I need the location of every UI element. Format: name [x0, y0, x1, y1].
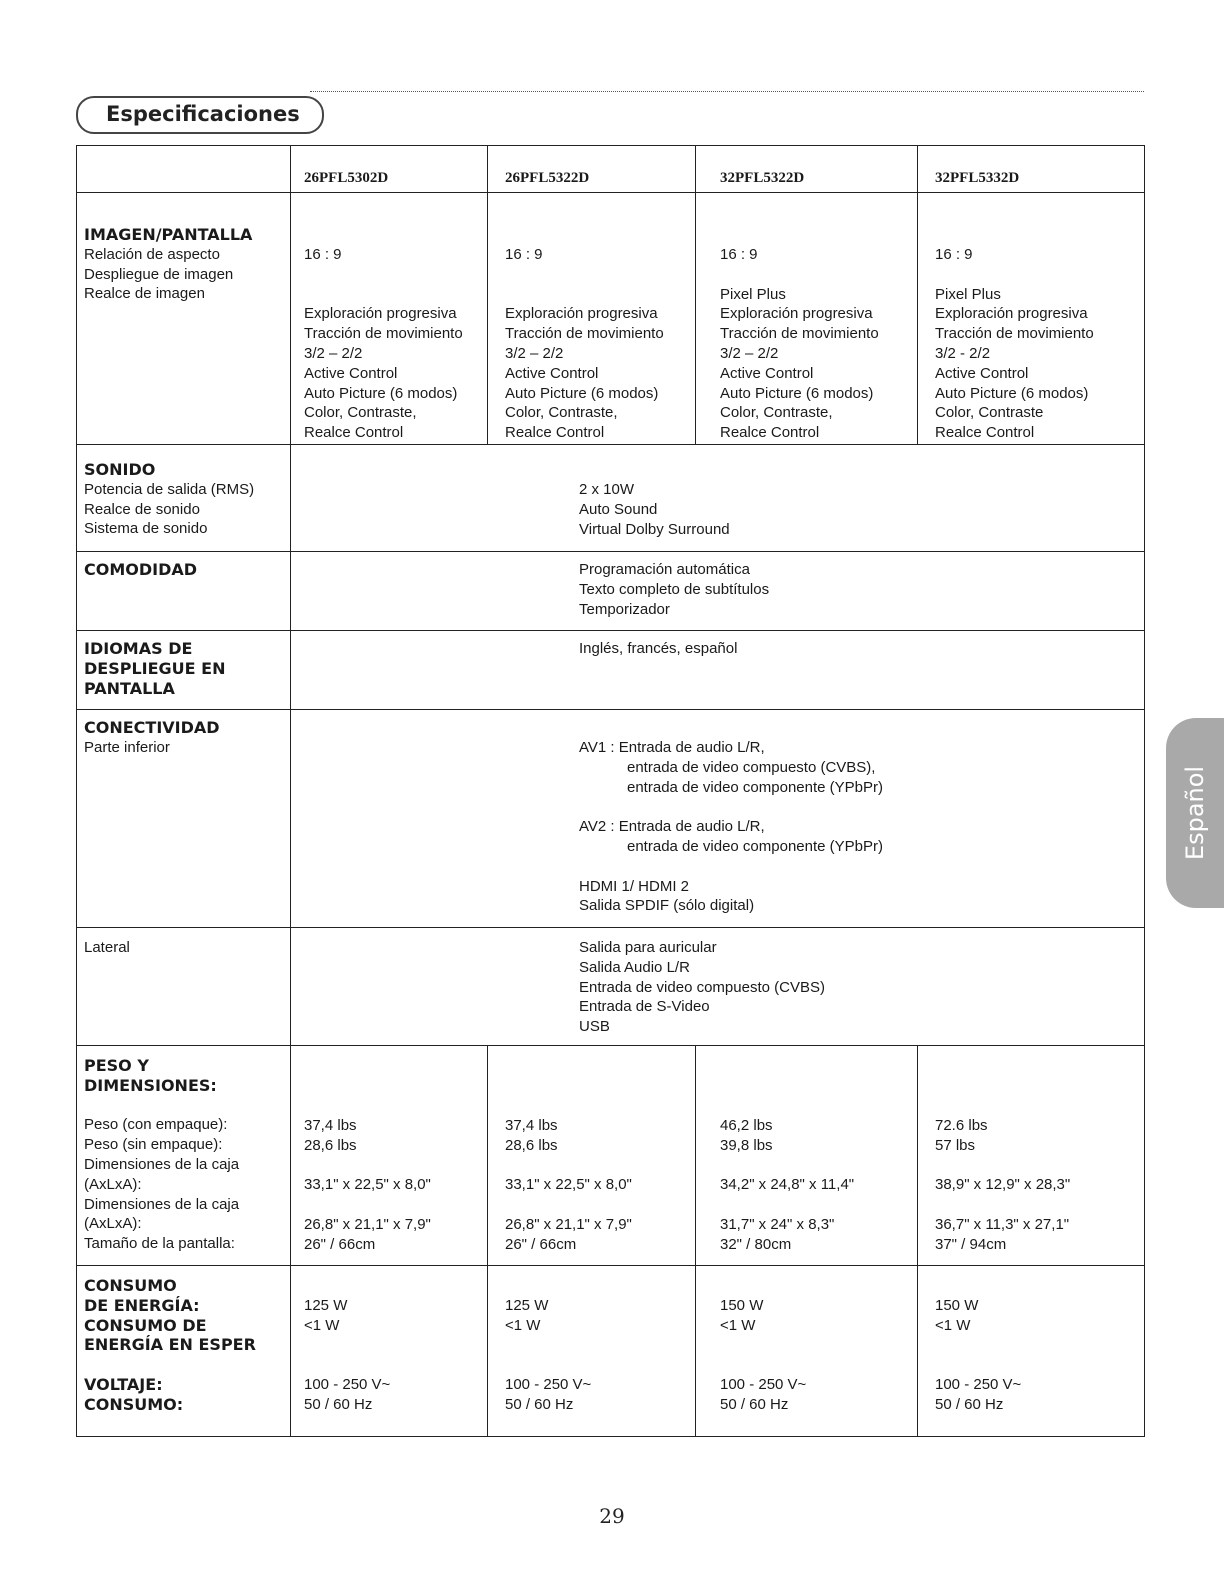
spacer — [935, 1336, 1127, 1356]
feature-line: Auto Picture (6 modos) — [304, 384, 458, 402]
aspect-value: 16 : 9 — [935, 246, 973, 263]
aspect-value: 16 : 9 — [304, 246, 342, 263]
lateral-labels — [77, 928, 291, 1045]
sonido-label: Sistema de sonido — [84, 520, 208, 538]
spacer — [935, 1156, 1127, 1176]
peso-value: 26,8" x 21,1" x 7,9" — [304, 1215, 431, 1233]
conectividad-label: Parte inferior — [84, 738, 170, 756]
feature-line: Auto Picture (6 modos) — [935, 384, 1089, 402]
imagen-row — [77, 192, 1144, 444]
feature-line: 3/2 - 2/2 — [935, 344, 991, 362]
consumo-value: 150 W — [935, 1297, 979, 1314]
pixel-plus-value — [505, 265, 678, 285]
model-1: 26PFL5302D — [291, 146, 488, 192]
peso-heading: DIMENSIONES: — [84, 1075, 217, 1095]
spacer — [505, 1355, 678, 1375]
feature-line: Exploración progresiva — [505, 305, 658, 323]
voltaje-heading: CONSUMO: — [84, 1394, 184, 1414]
spacer — [304, 1336, 474, 1356]
language-tab-label: Español — [1181, 765, 1209, 861]
peso-value: 28,6 lbs — [505, 1136, 558, 1154]
frecuencia-value: 50 / 60 Hz — [720, 1395, 789, 1413]
aspect-value: 16 : 9 — [720, 246, 758, 263]
spacer — [505, 285, 678, 305]
lateral-label: Lateral — [84, 939, 130, 956]
imagen-col-4 — [918, 193, 1144, 444]
imagen-label: Relación de aspecto — [84, 245, 220, 263]
comodidad-values — [291, 552, 1144, 630]
feature-line: Auto Picture (6 modos) — [505, 384, 659, 402]
feature-line: Active Control — [505, 364, 599, 382]
energia-col-1 — [291, 1266, 488, 1436]
peso-value: 57 lbs — [935, 1136, 976, 1154]
idiomas-labels — [77, 631, 291, 709]
feature-line: Tracción de movimiento — [505, 325, 664, 343]
voltaje-value: 100 - 250 V~ — [505, 1376, 592, 1394]
peso-value: 26,8" x 21,1" x 7,9" — [505, 1215, 632, 1233]
pixel-plus-value — [304, 265, 474, 285]
peso-row — [77, 1045, 1144, 1265]
imagen-labels — [77, 193, 291, 444]
comodidad-value: Programación automática — [579, 561, 750, 578]
peso-label: Peso (con empaque): — [84, 1116, 228, 1134]
peso-value: 28,6 lbs — [304, 1136, 357, 1154]
peso-value: 32" / 80cm — [720, 1235, 792, 1253]
conectividad-values — [291, 710, 1144, 927]
av2-line: entrada de video componente (YPbPr) — [627, 837, 883, 855]
page-number: 29 — [599, 1504, 625, 1528]
idiomas-value: Inglés, francés, español — [579, 640, 738, 657]
espera-value: <1 W — [720, 1316, 756, 1334]
feature-line: Realce Control — [935, 424, 1035, 442]
energia-heading: ENERGÍA EN ESPER — [84, 1335, 256, 1355]
pixel-plus-value: Pixel Plus — [935, 285, 1001, 303]
spacer — [720, 1156, 893, 1176]
peso-label: Peso (sin empaque): — [84, 1136, 223, 1154]
imagen-col-3 — [696, 193, 918, 444]
peso-value: 36,7" x 11,3" x 27,1" — [935, 1215, 1070, 1233]
idiomas-heading: DESPLIEGUE EN — [84, 658, 226, 678]
spacer — [720, 1355, 893, 1375]
spacer — [720, 1336, 893, 1356]
lateral-value: Entrada de S-Video — [579, 998, 710, 1016]
feature-line: Color, Contraste, — [720, 404, 833, 422]
feature-line: Color, Contraste, — [304, 404, 417, 422]
feature-line: Exploración progresiva — [304, 305, 457, 323]
feature-line: Tracción de movimiento — [304, 325, 463, 343]
peso-label: Dimensiones de la caja — [84, 1155, 240, 1173]
comodidad-value: Temporizador — [579, 600, 670, 618]
lateral-value: Salida Audio L/R — [579, 958, 690, 976]
page-title: Especificaciones — [76, 96, 324, 134]
feature-line: Tracción de movimiento — [935, 325, 1094, 343]
peso-value: 72.6 lbs — [935, 1117, 988, 1134]
sonido-labels — [77, 445, 291, 551]
spacer — [720, 265, 893, 285]
lateral-value: USB — [579, 1018, 610, 1036]
frecuencia-value: 50 / 60 Hz — [304, 1395, 373, 1413]
peso-value: 46,2 lbs — [720, 1117, 773, 1134]
comodidad-heading: COMODIDAD — [84, 560, 198, 579]
energia-col-3 — [696, 1266, 918, 1436]
peso-value: 37,4 lbs — [505, 1117, 558, 1134]
spacer — [505, 1195, 678, 1215]
feature-line: Tracción de movimiento — [720, 325, 879, 343]
idiomas-heading: PANTALLA — [84, 678, 175, 698]
spacer — [84, 1096, 283, 1116]
feature-line: Color, Contraste — [935, 404, 1044, 422]
peso-col-1 — [291, 1046, 488, 1265]
frecuencia-value: 50 / 60 Hz — [505, 1395, 574, 1413]
voltaje-value: 100 - 250 V~ — [304, 1376, 391, 1394]
imagen-col-2 — [488, 193, 696, 444]
peso-col-3 — [696, 1046, 918, 1265]
spacer — [935, 265, 1127, 285]
voltaje-value: 100 - 250 V~ — [935, 1376, 1022, 1394]
pixel-plus-value: Pixel Plus — [720, 285, 786, 303]
comodidad-row — [77, 551, 1144, 630]
imagen-label: Realce de imagen — [84, 285, 205, 303]
frecuencia-value: 50 / 60 Hz — [935, 1395, 1004, 1413]
peso-value: 33,1" x 22,5" x 8,0" — [505, 1176, 632, 1194]
feature-line: Realce Control — [304, 424, 404, 442]
peso-label: (AxLxA): — [84, 1215, 142, 1233]
spacer — [304, 1355, 474, 1375]
feature-line: Auto Picture (6 modos) — [720, 384, 874, 402]
header-empty-cell — [77, 146, 291, 192]
energia-heading: CONSUMO — [84, 1276, 177, 1295]
feature-line: Active Control — [935, 364, 1029, 382]
peso-value: 37,4 lbs — [304, 1117, 357, 1134]
header-rule — [310, 91, 1144, 92]
feature-line: Realce Control — [720, 424, 820, 442]
hdmi-line: Salida SPDIF (sólo digital) — [579, 897, 755, 915]
feature-line: 3/2 – 2/2 — [720, 344, 779, 362]
sonido-label: Potencia de salida (RMS) — [84, 480, 255, 498]
consumo-value: 150 W — [720, 1297, 764, 1314]
peso-col-4 — [918, 1046, 1144, 1265]
av1-line: AV1 : Entrada de audio L/R, — [579, 739, 765, 756]
imagen-col-1 — [291, 193, 488, 444]
idiomas-heading: IDIOMAS DE — [84, 639, 193, 658]
spacer — [505, 1336, 678, 1356]
sonido-label: Realce de sonido — [84, 500, 200, 518]
av1-line: entrada de video componente (YPbPr) — [627, 778, 883, 796]
energia-col-2 — [488, 1266, 696, 1436]
feature-line: Realce Control — [505, 424, 605, 442]
spacer — [935, 1355, 1127, 1375]
spec-table — [76, 145, 1145, 1437]
lateral-values — [291, 928, 1144, 1045]
peso-heading: PESO Y — [84, 1056, 149, 1075]
model-3: 32PFL5322D — [696, 146, 918, 192]
peso-label: Tamaño de la pantalla: — [84, 1235, 235, 1253]
spacer — [304, 1156, 474, 1176]
lateral-value: Entrada de video compuesto (CVBS) — [579, 978, 825, 996]
espera-value: <1 W — [505, 1316, 541, 1334]
aspect-value: 16 : 9 — [505, 246, 543, 263]
language-tab — [1166, 718, 1224, 908]
spacer — [84, 1355, 283, 1375]
hdmi-line: HDMI 1/ HDMI 2 — [579, 877, 690, 895]
model-2: 26PFL5322D — [488, 146, 696, 192]
peso-value: 26" / 66cm — [505, 1235, 577, 1253]
idiomas-row — [77, 630, 1144, 709]
lateral-row — [77, 927, 1144, 1045]
energia-col-4 — [918, 1266, 1144, 1436]
feature-line: Active Control — [720, 364, 814, 382]
peso-label: Dimensiones de la caja — [84, 1195, 240, 1213]
peso-value: 31,7" x 24" x 8,3" — [720, 1215, 835, 1233]
peso-value: 34,2" x 24,8" x 11,4" — [720, 1176, 855, 1194]
spacer — [304, 285, 474, 305]
sonido-value: Virtual Dolby Surround — [579, 520, 730, 538]
feature-line: Exploración progresiva — [935, 305, 1088, 323]
voltaje-value: 100 - 250 V~ — [720, 1376, 807, 1394]
peso-value: 33,1" x 22,5" x 8,0" — [304, 1176, 431, 1194]
av2-line: AV2 : Entrada de audio L/R, — [579, 818, 765, 836]
conectividad-heading: CONECTIVIDAD — [84, 718, 220, 737]
energia-labels — [77, 1266, 291, 1436]
energia-row — [77, 1265, 1144, 1436]
energia-heading: DE ENERGÍA: — [84, 1295, 200, 1315]
comodidad-value: Texto completo de subtítulos — [579, 580, 770, 598]
spacer — [505, 1156, 678, 1176]
spacer — [935, 1195, 1127, 1215]
spacer — [579, 797, 1144, 817]
imagen-heading: IMAGEN/PANTALLA — [84, 225, 253, 244]
spacer — [720, 1195, 893, 1215]
consumo-value: 125 W — [505, 1297, 549, 1314]
lateral-value: Salida para auricular — [579, 939, 717, 956]
feature-line: Color, Contraste, — [505, 404, 618, 422]
feature-line: Exploración progresiva — [720, 305, 873, 323]
model-4: 32PFL5332D — [935, 170, 1020, 186]
voltaje-heading: VOLTAJE: — [84, 1374, 163, 1394]
sonido-heading: SONIDO — [84, 460, 156, 479]
feature-line: Active Control — [304, 364, 398, 382]
imagen-label: Despliegue de imagen — [84, 265, 234, 283]
peso-col-2 — [488, 1046, 696, 1265]
av1-line: entrada de video compuesto (CVBS), — [627, 758, 876, 776]
conectividad-labels — [77, 710, 291, 927]
peso-value: 37" / 94cm — [935, 1235, 1007, 1253]
model-header-row — [77, 146, 1144, 192]
espera-value: <1 W — [935, 1316, 971, 1334]
spacer — [304, 1195, 474, 1215]
idiomas-values — [291, 631, 1144, 709]
energia-heading: CONSUMO DE — [84, 1315, 207, 1335]
sonido-values — [291, 445, 1144, 551]
comodidad-labels — [77, 552, 291, 630]
peso-label: (AxLxA): — [84, 1175, 142, 1193]
peso-value: 26" / 66cm — [304, 1235, 376, 1253]
sonido-value: 2 x 10W — [579, 481, 635, 498]
conectividad-row — [77, 709, 1144, 927]
sonido-value: Auto Sound — [579, 500, 658, 518]
consumo-value: 125 W — [304, 1297, 348, 1314]
feature-line: 3/2 – 2/2 — [505, 344, 564, 362]
peso-value: 39,8 lbs — [720, 1136, 773, 1154]
feature-line: 3/2 – 2/2 — [304, 344, 363, 362]
espera-value: <1 W — [304, 1316, 340, 1334]
peso-value: 38,9" x 12,9" x 28,3" — [935, 1176, 1071, 1194]
peso-labels — [77, 1046, 291, 1265]
sonido-row — [77, 444, 1144, 551]
spacer — [579, 857, 1144, 877]
